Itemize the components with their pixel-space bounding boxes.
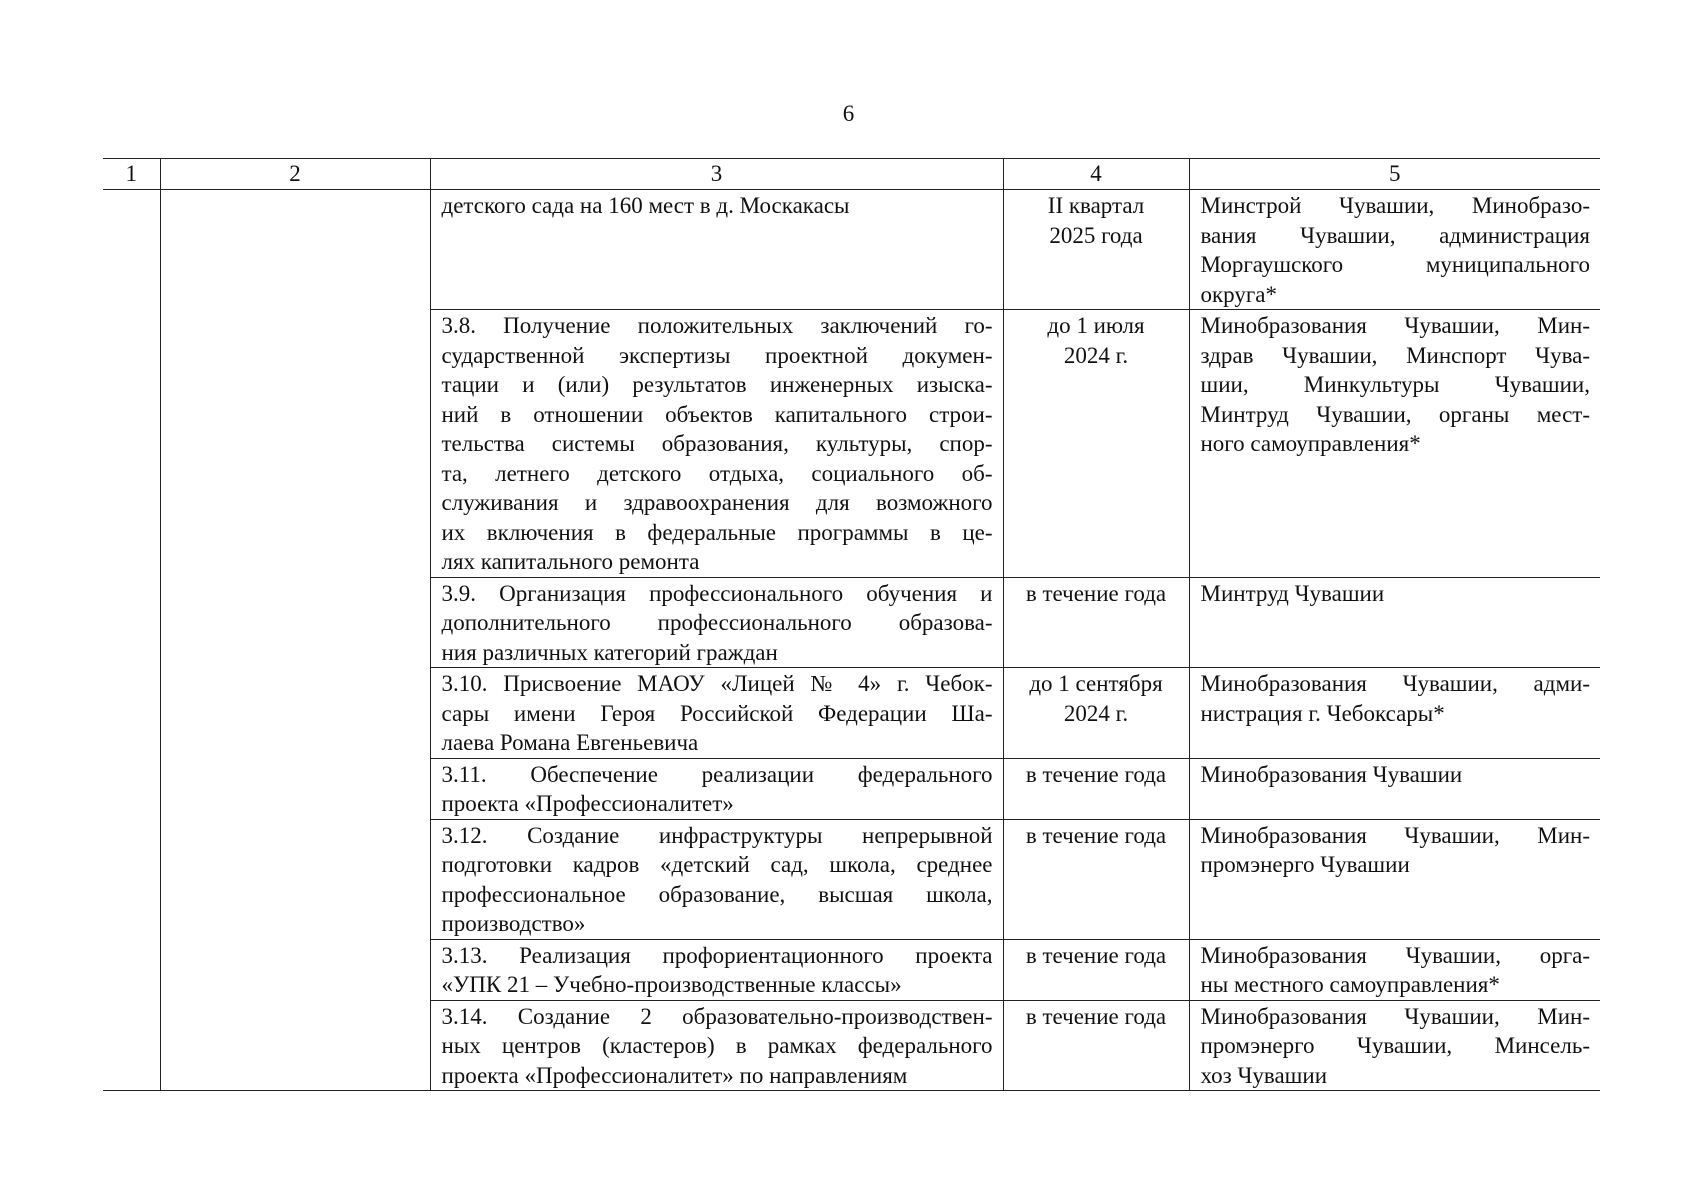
description-line: служивания и здравоохранения для возможного: [441, 490, 993, 515]
cell-description: [430, 310, 1003, 578]
responsible-line: ного самоуправления*: [1200, 431, 1421, 456]
description-line: лаева Романа Евгеньевича: [441, 730, 699, 755]
deadline-line: в течение года: [1025, 761, 1167, 787]
description-line: тельства системы образования, культуры, спор-: [441, 431, 993, 456]
description-line: их включения в федеральные программы в це-: [441, 519, 993, 545]
column-number-4: 4: [1003, 159, 1189, 190]
responsible-line: Минобразования Чувашии, адми-: [1200, 671, 1590, 696]
description-line: 3.8. Получение положительных заключений го-: [441, 313, 993, 338]
cell-description: [430, 939, 1003, 1000]
deadline-line: 2024 г.: [1063, 700, 1129, 726]
cell-deadline: [1003, 1000, 1189, 1091]
description-line: профессиональное образование, высшая школа,: [441, 881, 993, 907]
cell-col2: [160, 819, 430, 939]
deadline-line: в течение года: [1025, 580, 1167, 606]
cell-description: [430, 668, 1003, 759]
cell-deadline: [1003, 577, 1189, 668]
cell-deadline: [1003, 190, 1189, 310]
cell-responsible: [1189, 939, 1600, 1000]
deadline-line: до 1 сентября: [1029, 671, 1163, 696]
cell-deadline: [1003, 819, 1189, 939]
page-number: 6: [842, 101, 855, 126]
table-row: [103, 190, 1600, 310]
description-line: «УПК 21 – Учебно-производственные классы»: [441, 972, 902, 997]
responsible-line: Минтруд Чувашии, органы мест-: [1200, 401, 1590, 427]
cell-description: [430, 190, 1003, 310]
cell-col2: [160, 577, 430, 668]
description-line: сударственной экспертизы проектной докумен-: [441, 342, 993, 368]
cell-deadline: [1003, 939, 1189, 1000]
responsible-line: здрав Чувашии, Минспорт Чува-: [1200, 342, 1590, 368]
cell-col1: [103, 577, 160, 668]
description-line: тации и (или) результатов инженерных изыска-: [441, 372, 993, 397]
column-number-1: 1: [103, 159, 160, 190]
description-line: 3.9. Организация профессионального обучения и: [441, 580, 993, 606]
column-number-3: 3: [430, 159, 1003, 190]
deadline-line: в течение года: [1025, 822, 1167, 848]
cell-description: [430, 1000, 1003, 1091]
responsible-line: Моргаушского муниципального: [1200, 252, 1590, 277]
table-row: [103, 310, 1600, 578]
responsible-line: промэнерго Чувашии: [1200, 852, 1410, 877]
plan-table: [103, 158, 1600, 1091]
description-line: лях капитального ремонта: [441, 549, 700, 574]
responsible-line: хоз Чувашии: [1200, 1062, 1327, 1088]
cell-responsible: [1189, 190, 1600, 310]
table-body: [103, 190, 1600, 1091]
responsible-line: Минобразования Чувашии, Мин-: [1200, 822, 1590, 848]
cell-col1: [103, 1000, 160, 1091]
responsible-line: Минобразования Чувашии, Мин-: [1200, 1003, 1590, 1029]
description-line: проекта «Профессионалитет»: [441, 791, 734, 816]
cell-col2: [160, 310, 430, 578]
description-line: 3.12. Создание инфраструктуры непрерывной: [441, 822, 993, 848]
description-line: детского сада на 160 мест в д. Москакасы: [441, 193, 850, 218]
description-line: проекта «Профессионалитет» по направлениям: [441, 1062, 908, 1088]
cell-col2: [160, 668, 430, 759]
cell-col1: [103, 190, 160, 310]
cell-responsible: [1189, 1000, 1600, 1091]
responsible-line: ны местного самоуправления*: [1200, 972, 1500, 997]
deadline-line: 2025 года: [1049, 222, 1143, 248]
cell-col2: [160, 190, 430, 310]
description-line: дополнительного профессионального образова-: [441, 610, 993, 635]
responsible-line: шии, Минкультуры Чувашии,: [1200, 372, 1590, 397]
responsible-line: Минтруд Чувашии: [1200, 580, 1385, 606]
responsible-line: округа*: [1200, 281, 1278, 307]
deadline-line: в течение года: [1025, 942, 1167, 968]
deadline-line: II квартал: [1047, 193, 1145, 218]
cell-col2: [160, 1000, 430, 1091]
cell-deadline: [1003, 758, 1189, 819]
responsible-line: Минобразования Чувашии: [1200, 761, 1463, 787]
description-line: ных центров (кластеров) в рамках федерального: [441, 1033, 993, 1058]
description-line: ния различных категорий граждан: [441, 639, 778, 665]
cell-col1: [103, 758, 160, 819]
cell-description: [430, 577, 1003, 668]
deadline-line: в течение года: [1025, 1003, 1167, 1029]
cell-col1: [103, 310, 160, 578]
description-line: ний в отношении объектов капитального строи-: [441, 401, 993, 427]
description-line: подготовки кадров «детский сад, школа, среднее: [441, 852, 993, 877]
table-row: [103, 668, 1600, 759]
responsible-line: вания Чувашии, администрация: [1200, 222, 1590, 248]
cell-col2: [160, 758, 430, 819]
cell-col2: [160, 939, 430, 1000]
responsible-line: Минобразования Чувашии, орга-: [1200, 942, 1590, 968]
cell-col1: [103, 939, 160, 1000]
table-row: [103, 819, 1600, 939]
table-row: [103, 939, 1600, 1000]
deadline-line: до 1 июля: [1047, 313, 1145, 338]
description-line: 3.10. Присвоение МАОУ «Лицей № 4» г. Чебок-: [441, 671, 993, 696]
description-line: производство»: [441, 911, 586, 936]
table-header-row: [103, 159, 1600, 190]
responsible-line: промэнерго Чувашии, Минсель-: [1200, 1033, 1590, 1058]
column-number-2: 2: [160, 159, 430, 190]
table-row: [103, 1000, 1600, 1091]
cell-description: [430, 819, 1003, 939]
cell-responsible: [1189, 819, 1600, 939]
description-line: 3.11. Обеспечение реализации федерального: [441, 761, 993, 787]
deadline-line: 2024 г.: [1063, 342, 1129, 368]
description-line: та, летнего детского отдыха, социального об-: [441, 460, 993, 486]
cell-deadline: [1003, 668, 1189, 759]
responsible-line: Минобразования Чувашии, Мин-: [1200, 313, 1590, 338]
table-row: [103, 758, 1600, 819]
cell-responsible: [1189, 310, 1600, 578]
cell-description: [430, 758, 1003, 819]
cell-col1: [103, 819, 160, 939]
table-row: [103, 577, 1600, 668]
cell-responsible: [1189, 758, 1600, 819]
description-line: 3.13. Реализация профориентационного проекта: [441, 942, 993, 968]
cell-col1: [103, 668, 160, 759]
column-number-5: 5: [1189, 159, 1600, 190]
cell-deadline: [1003, 310, 1189, 578]
responsible-line: нистрация г. Чебоксары*: [1200, 700, 1445, 726]
cell-responsible: [1189, 668, 1600, 759]
responsible-line: Минстрой Чувашии, Минобразо-: [1200, 193, 1590, 218]
description-line: сары имени Героя Российской Федерации Ша-: [441, 700, 993, 726]
cell-responsible: [1189, 577, 1600, 668]
description-line: 3.14. Создание 2 образовательно-производствен-: [441, 1003, 993, 1029]
